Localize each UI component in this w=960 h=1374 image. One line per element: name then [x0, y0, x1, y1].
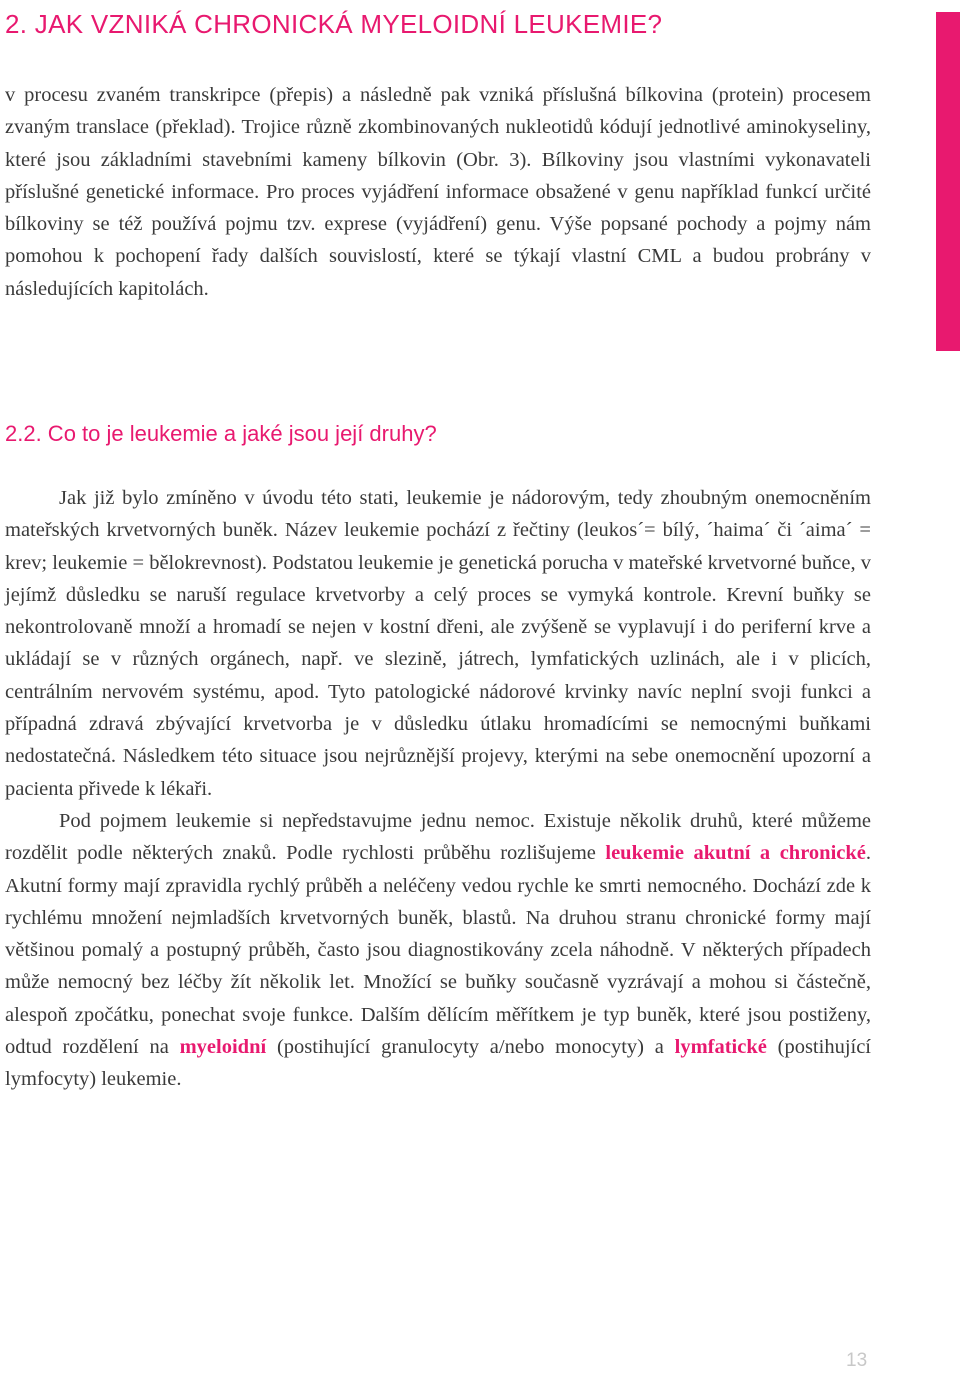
intro-paragraph	[5, 79, 871, 305]
section-body	[5, 482, 871, 1096]
paragraph-leukemia-types	[5, 805, 871, 1096]
highlight-acute-chronic: leukemie akutní a chronické	[605, 842, 866, 865]
paragraph-text: (postihující granulocyty a/nebo monocyty) a	[266, 1036, 675, 1059]
highlight-myeloid: myeloidní	[179, 1036, 267, 1059]
intro-text: v procesu zvaném transkripce (přepis) a následně pak vzniká příslušná bílkovina (protein) procesem zvaným translace (překlad). Trojice různě zkombinovaných nukleotidů kódují jednotlivé aminokyseliny, které jsou základními stavebními kameny bílkovin (Obr. 3). Bílkoviny jsou vlastními vykonavateli příslušné genetické informace. Pro proces vyjádření informace obsažené v genu například funkcí určité bílkoviny se též používá pojmu tzv. exprese (vyjádření) genu. Výše popsané pochody a pojmy nám pomohou k pochopení řady dalších souvislostí, které se týkají vlastní CML a budou probrány v následujících kapitolách.	[5, 84, 871, 300]
paragraph-text: (postihující lymfocyty) leukemie.	[5, 1036, 872, 1091]
page-number: 13	[846, 1350, 868, 1371]
paragraph-text: . Akutní formy mají zpravidla rychlý průběh a neléčeny vedou rychle ke smrti nemocného. Dochází zde k rychlému množení nejmladších krvetvorných buněk, blastů. Na druhou stranu chronické formy mají většinou pomalý a postupný průběh, často jsou diagnostikovány zcela náhodně. V některých případech může nemocný bez léčby žít několik let. Množící se buňky současně vyzrávají a mohou si částečně, alespoň zpočátku, ponechat svoje funkce. Dalším dělícím měřítkem je typ buněk, které jsou postiženy, odtud rozdělení na	[5, 842, 871, 1059]
chapter-title: 2. JAK VZNIKÁ CHRONICKÁ MYELOIDNÍ LEUKEMIE?	[5, 9, 663, 39]
section-heading: 2.2. Co to je leukemie a jaké jsou její druhy?	[5, 421, 437, 446]
paragraph-text: Pod pojmem leukemie si nepředstavujme jednu nemoc. Existuje několik druhů, které můžeme rozdělit podle některých znaků. Podle rychlosti průběhu rozlišujeme	[5, 809, 871, 865]
paragraph-leukemia-definition: Jak již bylo zmíněno v úvodu této stati, leukemie je nádorovým, tedy zhoubným onemocněním mateřských krvetvorných buněk. Název leukemie pochází z řečtiny (leukos´= bílý, ´haima´ či ´aima´ = krev; leukemie = bělokrevnost). Podstatou leukemie je genetická porucha v mateřské krvetvorné buňce, v jejímž důsledku se naruší regulace krvetvorby a celý proces se vymyká kontrole. Krevní buňky se nekontrolovaně množí a hromadí se nejen v kostní dřeni, ale zvýšeně se vyplavují i do periferní krve a ukládají se v různých orgánech, např. ve slezině, játrech, lymfatických uzlinách, ale i v plicích, centrálním nervovém systému, apod. Tyto patologické nádorové krvinky navíc neplní svoji funkci a případná zdravá zbývající krvetvorba je v důsledku útlaku hromadícími se nemocnými buňkami nedostatečná. Následkem této situace jsou nejrůznější projevy, kterými na sebe onemocnění upozorní a pacienta přivede k lékaři.	[5, 487, 872, 800]
highlight-lymphatic: lymfatické	[674, 1036, 767, 1059]
accent-side-bar	[936, 12, 960, 351]
